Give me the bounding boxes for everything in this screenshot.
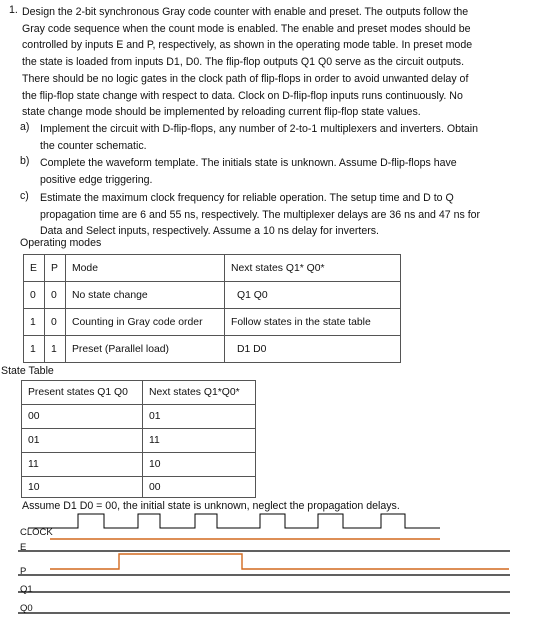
part-c-line: Estimate the maximum clock frequency for reliable operation. The setup time and D to Q: [40, 192, 454, 204]
table-cell: 01: [22, 429, 143, 453]
table-cell: 10: [143, 453, 256, 477]
table-cell: 1: [24, 336, 45, 363]
intro-line: state change mode should be implemented by reloading current flip-flop state values.: [22, 106, 421, 119]
table-cell: 11: [143, 429, 256, 453]
table-cell: Counting in Gray code order: [66, 309, 225, 336]
intro-line: There should be no logic gates in the clock path of flip-flops in order to avoid unwanted delay of: [22, 72, 469, 85]
intro-line: controlled by inputs E and P, respectively, as shown in the operating mode table. In preset mode: [22, 39, 473, 52]
table-cell: 01: [143, 405, 256, 429]
table-cell: D1 D0: [225, 336, 401, 363]
part-b-label: b): [20, 155, 30, 167]
header-cell: E: [24, 255, 45, 282]
signal-label-clock: CLOCK: [20, 527, 53, 538]
part-c-label: c): [20, 190, 29, 202]
table-cell: 1: [45, 336, 66, 363]
table-cell: 10: [22, 477, 143, 498]
signal-label-e: E: [20, 542, 27, 553]
part-a-line: Implement the circuit with D-flip-flops, any number of 2-to-1 multiplexers and inverters. Obtain: [40, 123, 479, 135]
table-cell: Follow states in the state table: [225, 309, 401, 336]
header-cell: Next states Q1*Q0*: [143, 381, 256, 405]
table-cell: 0: [24, 282, 45, 309]
signal-label-p: P: [20, 566, 27, 577]
table-cell: 00: [22, 405, 143, 429]
signal-label-q0: Q0: [20, 603, 33, 614]
table-cell: Q1 Q0: [225, 282, 401, 309]
signal-label-q1: Q1: [20, 584, 33, 595]
intro-line: Gray code sequence when the count mode is enabled. The enable and preset modes should be: [22, 22, 471, 35]
table-cell: 0: [45, 282, 66, 309]
intro-line: the flip-flop state change with respect to data. Clock on D-flip-flop inputs runs continuously. No: [22, 89, 463, 102]
header-cell: Next states Q1* Q0*: [225, 255, 401, 282]
intro-line: the state is loaded from inputs D1, D0. The flip-flop outputs Q1 Q0 serve as the circuit outputs.: [22, 56, 465, 69]
header-cell: Present states Q1 Q0: [22, 381, 143, 405]
waveform-assumption: Assume D1 D0 = 00, the initial state is unknown, neglect the propagation delays.: [22, 500, 400, 512]
part-c-line: Data and Select inputs, respectively. Assume a 10 ns delay for inverters.: [40, 225, 379, 238]
part-b-line: positive edge triggering.: [40, 173, 153, 186]
table-cell: No state change: [66, 282, 225, 309]
header-cell: Mode: [66, 255, 225, 282]
intro-line: Design the 2-bit synchronous Gray code counter with enable and preset. The outputs follow the: [22, 6, 469, 18]
problem-number: 1.: [9, 4, 18, 16]
state-table-title: State Table: [1, 365, 54, 377]
table-cell: 11: [22, 453, 143, 477]
header-cell: P: [45, 255, 66, 282]
part-a-label: a): [20, 121, 30, 133]
part-a-line: the counter schematic.: [40, 139, 147, 152]
table-cell: 0: [45, 309, 66, 336]
operating-modes-title: Operating modes: [20, 237, 102, 249]
table-cell: Preset (Parallel load): [66, 336, 225, 363]
part-c-line: propagation time are 6 and 55 ns, respectively. The multiplexer delays are 36 ns and 47 ns for: [40, 208, 481, 221]
table-cell: 00: [143, 477, 256, 498]
table-cell: 1: [24, 309, 45, 336]
part-b-line: Complete the waveform template. The initials state is unknown. Assume D-flip-flops have: [40, 157, 457, 169]
p-waveform: [50, 554, 509, 569]
clock-waveform: [28, 514, 440, 528]
